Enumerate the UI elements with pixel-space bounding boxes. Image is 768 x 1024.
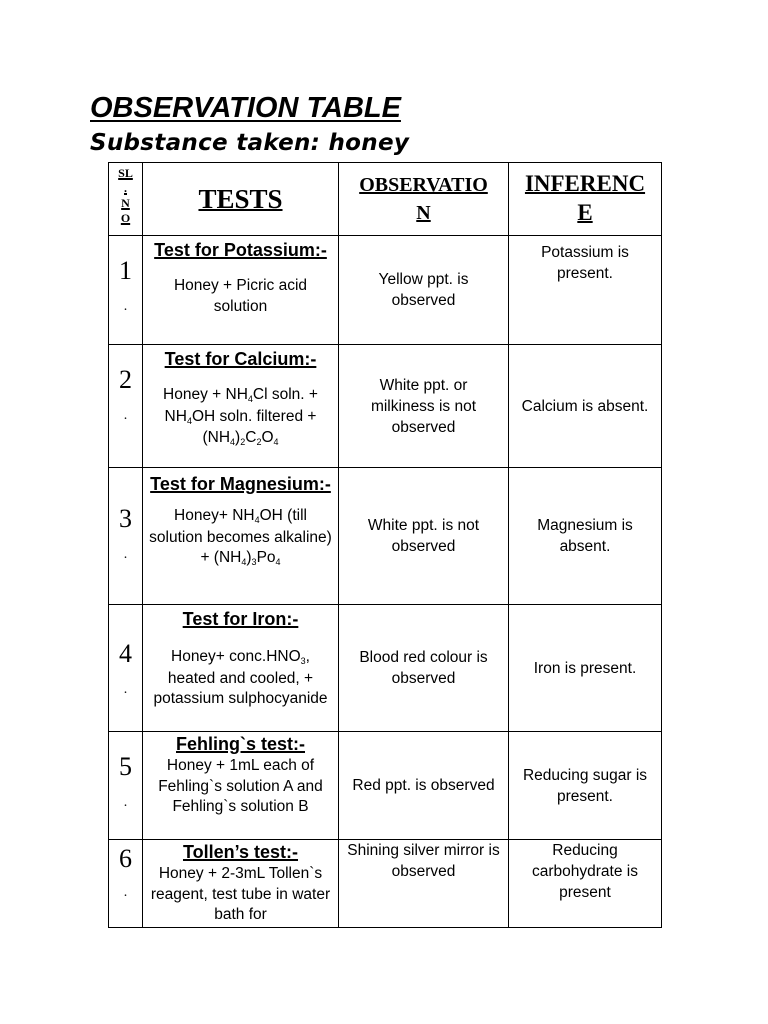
formula-subscript: 3 — [300, 656, 306, 666]
observation-cell: Blood red colour is observed — [339, 605, 509, 732]
observation-cell: Red ppt. is observed — [339, 732, 509, 840]
observation-cell: Shining silver mirror is observed — [339, 840, 509, 928]
header-sl-part: SL — [118, 166, 133, 180]
formula-text: Po — [256, 549, 276, 566]
formula-text: Cl soln. + NH — [164, 386, 318, 425]
test-title: Test for Magnesium:- — [150, 474, 331, 494]
header-sl-no — [109, 163, 143, 236]
header-inference-part: INFERENC — [524, 171, 646, 196]
table-row — [109, 468, 662, 605]
test-title: Test for Iron:- — [182, 609, 299, 629]
table-header-row — [109, 163, 662, 236]
table-row — [109, 345, 662, 468]
observation-table — [108, 162, 662, 928]
row-number-digit: 3 — [119, 504, 132, 533]
formula-subscript: 4 — [247, 394, 253, 404]
page-subtitle: Substance taken: honey — [90, 130, 410, 156]
row-number-dot: . — [123, 682, 128, 697]
test-cell — [143, 345, 339, 468]
observation-cell: Yellow ppt. is observed — [339, 236, 509, 345]
header-inference-part: E — [577, 200, 593, 225]
observation-cell: White ppt. is not observed — [339, 468, 509, 605]
row-number — [109, 732, 143, 840]
spacer — [149, 496, 332, 506]
inference-cell: Calcium is absent. — [509, 345, 662, 468]
row-number-dot: . — [123, 547, 128, 562]
page-title: OBSERVATION TABLE — [90, 92, 401, 124]
test-description — [149, 647, 332, 710]
header-tests: TESTS — [143, 163, 339, 236]
formula-text: Honey + NH — [163, 386, 248, 403]
test-description: Honey + 2-3mL Tollen`s reagent, test tube in water bath for — [150, 865, 331, 923]
row-number-dot: . — [123, 885, 128, 900]
row-number-digit: 1 — [119, 256, 132, 285]
formula-text: O — [261, 429, 274, 446]
inference-cell: Magnesium is absent. — [509, 468, 662, 605]
inference-cell: Reducing sugar is present. — [509, 732, 662, 840]
header-sl-part: N — [121, 196, 130, 210]
formula-subscript: 2 — [256, 437, 262, 447]
formula-subscript: 4 — [186, 415, 192, 426]
formula-subscript: 4 — [230, 437, 236, 447]
table-row — [109, 732, 662, 840]
formula-text: ) — [246, 549, 252, 566]
spacer — [149, 262, 332, 276]
test-cell — [143, 732, 339, 840]
formula-subscript: 4 — [275, 557, 281, 567]
row-number — [109, 236, 143, 345]
formula-subscript: 4 — [273, 437, 279, 447]
formula-text: Honey+ NH — [174, 507, 255, 524]
row-number-digit: 2 — [119, 365, 132, 394]
formula-text: ) — [235, 429, 241, 446]
test-title: Test for Calcium:- — [164, 349, 317, 369]
spacer — [149, 631, 332, 647]
inference-cell: Potassium is present. — [509, 236, 662, 345]
row-number-dot: . — [123, 795, 128, 810]
observation-cell: White ppt. or milkiness is not observed — [339, 345, 509, 468]
formula-text: Honey+ conc.HNO — [171, 648, 301, 665]
row-number-dot: . — [123, 408, 128, 423]
row-number — [109, 605, 143, 732]
table-row — [109, 605, 662, 732]
test-cell — [143, 468, 339, 605]
formula-text: OH soln. filtered + (NH — [191, 407, 317, 446]
inference-cell: Iron is present. — [509, 605, 662, 732]
header-observation-part: N — [416, 202, 431, 224]
test-cell — [143, 840, 339, 928]
row-number-digit: 4 — [119, 639, 132, 668]
test-cell — [143, 236, 339, 345]
formula-subscript: 4 — [241, 557, 247, 567]
test-title: Fehling`s test:- — [176, 734, 305, 754]
header-inference — [509, 163, 662, 236]
row-number — [109, 840, 143, 928]
test-description — [149, 506, 332, 570]
test-description: Honey + 1mL each of Fehling`s solution A and Fehling`s solution B — [158, 757, 323, 815]
table-row — [109, 236, 662, 345]
formula-subscript: 2 — [240, 437, 246, 447]
header-observation — [339, 163, 509, 236]
table-row — [109, 840, 662, 928]
spacer — [149, 371, 332, 385]
header-observation-part: OBSERVATIO — [359, 174, 488, 196]
formula-subscript: 3 — [251, 557, 257, 567]
test-description — [149, 385, 332, 450]
header-sl-part: O — [120, 211, 131, 225]
formula-text: OH (till solution becomes alkaline) + (NH — [149, 507, 332, 566]
row-number-digit: 5 — [119, 752, 132, 781]
formula-subscript: 4 — [254, 515, 260, 525]
row-number-digit: 6 — [119, 844, 132, 873]
test-title: Test for Potassium:- — [154, 240, 327, 260]
row-number-dot: . — [123, 299, 128, 314]
formula-text: , heated and cooled, + potassium sulphocyanide — [153, 648, 328, 707]
test-cell — [143, 605, 339, 732]
row-number — [109, 345, 143, 468]
row-number — [109, 468, 143, 605]
inference-cell: Reducing carbohydrate is present — [509, 840, 662, 928]
test-description: Honey + Picric acid solution — [173, 277, 308, 315]
header-sl-part: . — [124, 181, 127, 195]
test-title: Tollen’s test:- — [182, 842, 298, 862]
formula-text: C — [245, 429, 257, 446]
